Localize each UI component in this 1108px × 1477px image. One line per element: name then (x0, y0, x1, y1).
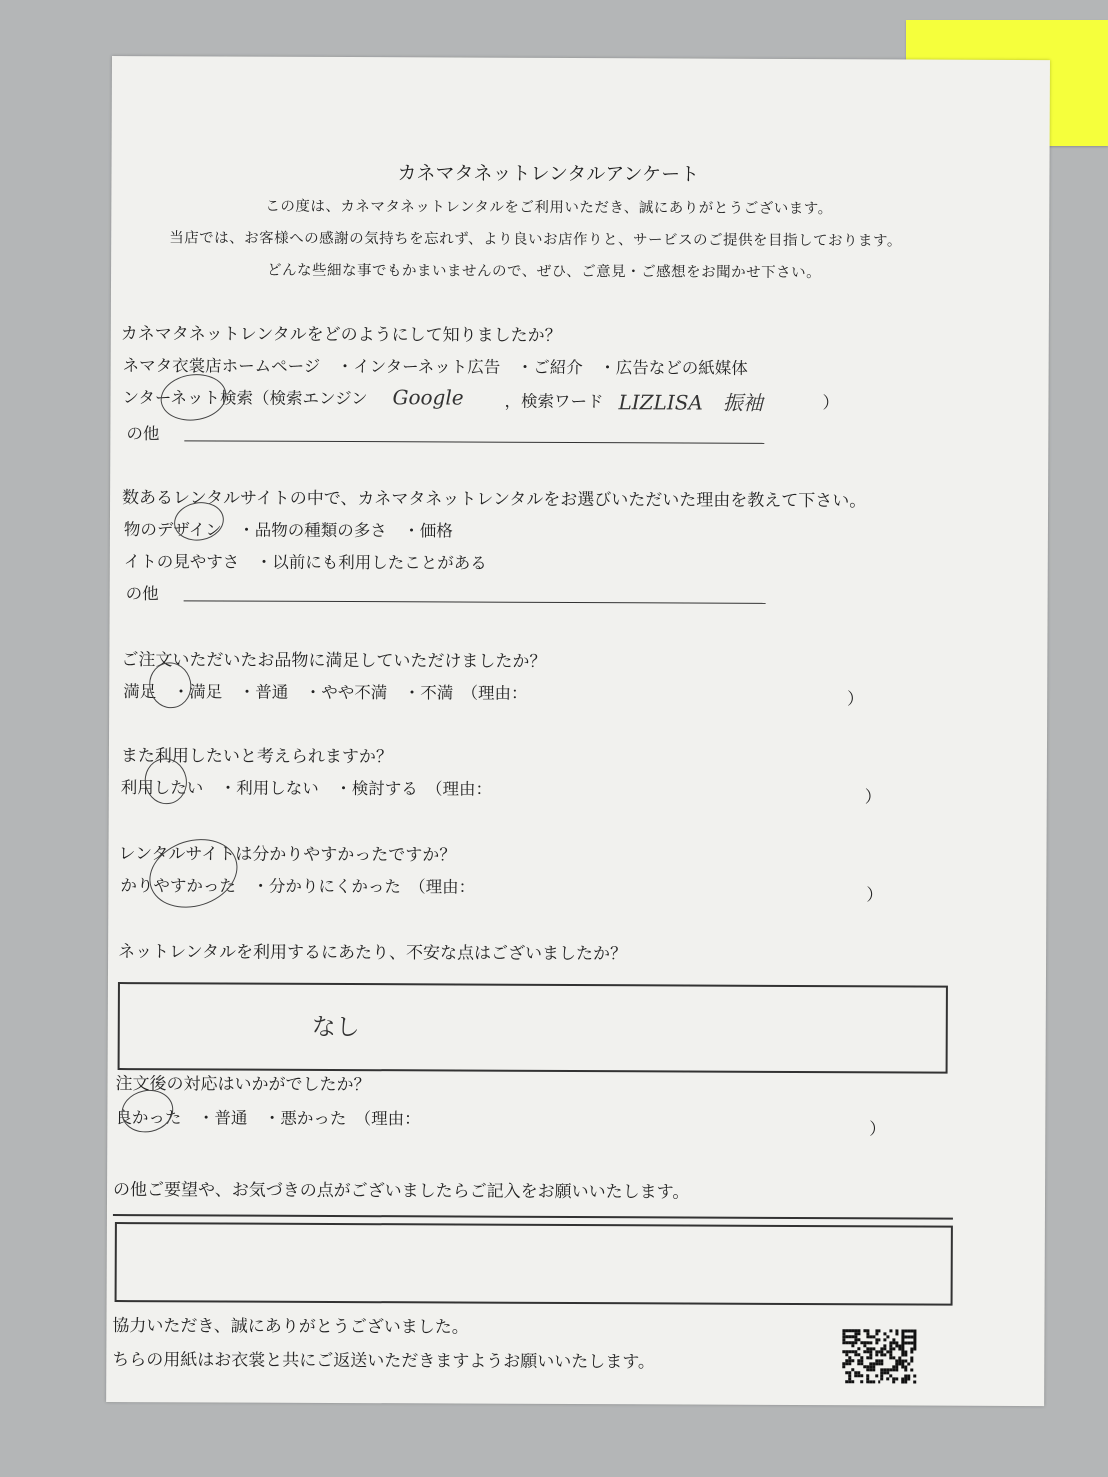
q1-close-paren: ） (822, 393, 840, 413)
q1-question: カネマタネットレンタルをどのようにして知りましたか？ (120, 324, 562, 346)
q4-question: また利用したいと考えられますか？ (120, 746, 393, 768)
q6-question: ネットレンタルを利用するにあたり、不安な点はございましたか？ (118, 942, 628, 965)
q3-options: 満足 ・満足 ・普通 ・やや不満 ・不満 （理由： (123, 682, 528, 703)
q5-options: かりやすかった ・分かりにくかった （理由： (120, 876, 476, 897)
q8-top-line (113, 1214, 953, 1220)
q1-other-line (184, 440, 764, 444)
q7-question: 注文後の対応はいかがでしたか？ (115, 1074, 371, 1096)
q3-close-paren: ） (847, 689, 864, 709)
q6-answer-box (118, 982, 948, 1074)
footer-return-note: ちらの用紙はお衣裳と共にご返送いただきますようお願いいたします。 (112, 1350, 655, 1373)
q1-options: ネマタ衣裳店ホームページ ・インターネット広告 ・ご紹介 ・広告などの紙媒体 (122, 356, 748, 378)
q1-answer-circle (158, 370, 230, 424)
q6-handwritten-answer: なし (311, 1012, 360, 1042)
q7-close-paren: ） (869, 1119, 886, 1139)
q1-engine-handwritten: Google (392, 385, 464, 410)
intro-line-2: 当店では、お客様への感謝の気持ちを忘れず、より良いお店作りと、サービスのご提供を目指しております。 (169, 230, 902, 250)
q2-options-row1: 物のデザイン ・品物の種類の多さ ・価格 (123, 520, 453, 541)
q4-options: 利用したい ・利用しない ・検討する （理由： (120, 778, 493, 799)
q2-other-line (184, 600, 766, 604)
q5-question: レンタルサイトは分かりやすかったですか？ (118, 844, 457, 866)
q5-answer-circle (141, 828, 247, 918)
q2-options-row2: イトの見やすさ ・以前にも利用したことがある (123, 552, 487, 573)
q1-other-label: の他 (126, 424, 160, 444)
q4-close-paren: ） (864, 787, 882, 807)
survey-title: カネマタネットレンタルアンケート (397, 162, 700, 186)
intro-line-3: どんな些細な事でもかまいませんので、ぜひ、ご意見・ご感想をお聞かせ下さい。 (267, 262, 822, 282)
q2-other-label: の他 (125, 584, 159, 604)
q1-keyword-handwritten: LIZLISA 振袖 (618, 390, 763, 415)
survey-paper (106, 56, 1050, 1406)
q2-question: 数あるレンタルサイトの中で、カネマタネットレンタルをお選びいただいた理由を教えて下さい。 (122, 488, 867, 512)
footer-thanks: 協力いただき、誠にありがとうございました。 (112, 1316, 469, 1338)
q1-search-label: ンターネット検索（検索エンジン (122, 388, 368, 409)
q8-question: の他ご要望や、お気づきの点がございましたらご記入をお願いいたします。 (113, 1180, 690, 1203)
q1-keyword-label: ，検索ワード (504, 391, 604, 412)
q8-answer-box (115, 1222, 953, 1306)
intro-line-1: この度は、カネマタネットレンタルをご利用いただき、誠にありがとうございます。 (265, 198, 833, 218)
q3-question: ご注文いただいたお品物に満足していただけましたか？ (121, 650, 547, 672)
q7-options: 良かった ・普通 ・悪かった （理由： (115, 1108, 421, 1129)
q5-close-paren: ） (866, 885, 883, 905)
qr-code (842, 1329, 916, 1383)
